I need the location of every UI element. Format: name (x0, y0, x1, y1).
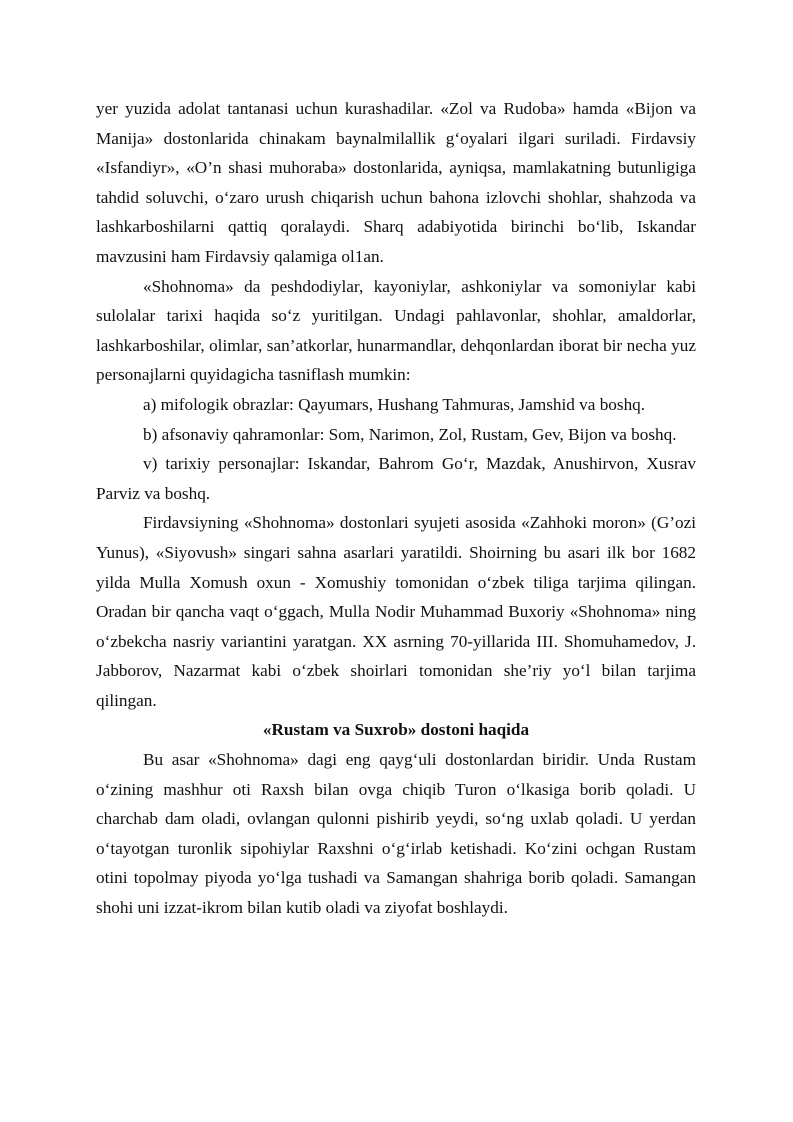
paragraph-translations: Firdavsiyning «Shohnoma» dostonlari syujeti asosida «Zahhoki moron» (G’ozi Yunus), «Siyovush» singari sahna asarlari yaratildi. Shoirning bu asari ilk bor 1682 yilda Mulla Xomush oxun - Xomushiy tomonidan o‘zbek tiliga tarjima qilingan. Oradan bir qancha vaqt o‘ggach, Mulla Nodir Muhammad Buxoriy «Shohnoma» ning o‘zbekcha nasriy variantini yaratgan. XX asrning 70-yillarida III. Shomuhamedov, J. Jabborov, Nazarmat kabi o‘zbek shoirlari tomonidan she’riy yo‘l bilan tarjima qilingan. (96, 513, 696, 710)
section-heading: «Rustam va Suxrob» dostoni haqida (262, 720, 530, 740)
list-item-mythological: a) mifologik obrazlar: Qayumars, Hushang Tahmuras, Jamshid va boshq. (143, 394, 646, 414)
list-item-legendary: b) afsonaviy qahramonlar: Som, Narimon, Zol, Rustam, Gev, Bijon va boshq. (143, 424, 677, 444)
paragraph-shohnoma-dynasties: «Shohnoma» da peshdodiylar, kayoniylar, ashkoniylar va somoniylar kabi sulolalar tarixi haqida so‘z yuritilgan. Undagi pahlavonlar, shohlar, amaldorlar, lashkarboshilar, olimlar, san’atkorlar, hunarmandlar, dehqonlardan iborat bir necha yuz personajlarni quyidagicha tasniflash mumkin: (96, 276, 696, 385)
paragraph-rustam-suxrob: Bu asar «Shohnoma» dagi eng qayg‘uli dostonlardan biridir. Unda Rustam o‘zining mashhur oti Raxsh bilan ovga chiqib Turon o‘lkasiga borib qoladi. U charchab dam oladi, ovlangan qulonni pishirib yeydi, so‘ng uxlab qoladi. U yerdan o‘tayotgan turonlik sipohiylar Raxshni o‘g‘irlab ketishadi. Ko‘zini ochgan Rustam otini topolmay piyoda yo‘lga tushadi va Samangan shahriga borib qoladi. Samangan shohi uni izzat-ikrom bilan kutib oladi va ziyofat boshlaydi. (96, 750, 696, 918)
list-item-historical: v) tarixiy personajlar: Iskandar, Bahrom Go‘r, Mazdak, Anushirvon, Xusrav Parviz va boshq. (96, 454, 696, 503)
paragraph-continuation: yer yuzida adolat tantanasi uchun kurashadilar. «Zol va Rudoba» hamda «Bijon va Manija» dostonlarida chinakam baynalmilallik g‘oyalari ilgari suriladi. Firdavsiy «Isfandiyr», «O’n shasi muhoraba» dostonlarida, ayniqsa, mamlakatning butunligiga tahdid soluvchi, o‘zaro urush chiqarish uchun bahona izlovchi shohlar, shahzoda va lashkarboshilarni qattiq qoralaydi. Sharq adabiyotida birinchi bo‘lib, Iskandar mavzusini ham Firdavsiy qalamiga ol1an. (96, 99, 696, 266)
